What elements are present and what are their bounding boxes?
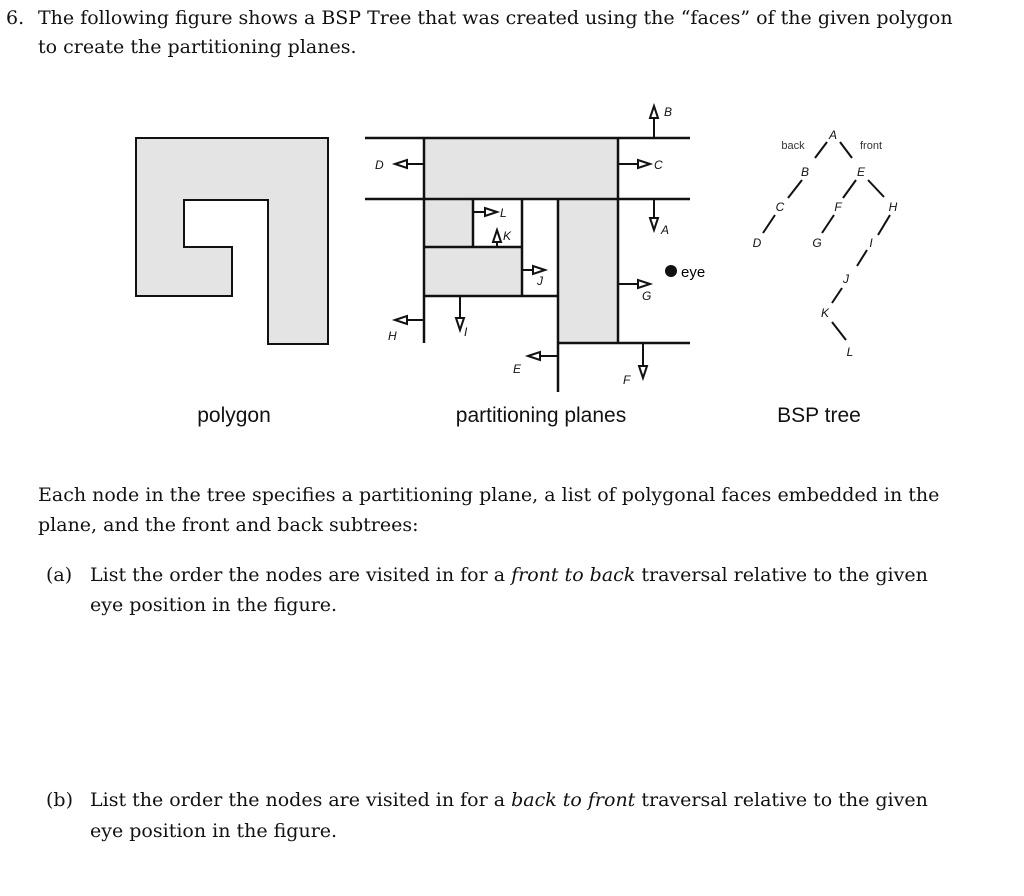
question-text-line2: to create the partitioning planes. — [38, 36, 357, 58]
body-text-line2: plane, and the front and back subtrees: — [38, 514, 419, 536]
tree-node: E — [856, 165, 866, 179]
caption-tree: BSP tree — [777, 404, 861, 427]
svg-text:I: I — [464, 325, 468, 339]
svg-text:E: E — [513, 362, 522, 376]
partitioning-planes — [365, 138, 690, 392]
part-b-text-line2: eye position in the figure. — [90, 820, 338, 842]
part-a-text-line2: eye position in the figure. — [90, 594, 338, 616]
svg-text:K: K — [503, 229, 512, 243]
eye-marker — [665, 265, 677, 277]
svg-text:D: D — [375, 158, 384, 172]
caption-polygon: polygon — [197, 404, 271, 427]
svg-text:L: L — [500, 206, 507, 220]
eye-label: eye — [681, 264, 706, 281]
part-b-text: List the order the nodes are visited in for a back to front traversal relative to the given — [90, 789, 928, 811]
part-b-label: (b) — [46, 789, 73, 811]
tree-node: H — [888, 200, 898, 214]
svg-text:C: C — [654, 158, 663, 172]
polygon-shape — [136, 138, 328, 344]
part-a-label: (a) — [46, 564, 73, 586]
part-a-text: List the order the nodes are visited in for a front to back traversal relative to the given — [90, 564, 928, 586]
tree-back-label: back — [781, 140, 805, 152]
tree-node: A — [828, 128, 838, 142]
svg-text:A: A — [661, 223, 670, 237]
tree-node: I — [869, 236, 873, 250]
tree-node: C — [775, 200, 785, 214]
svg-text:H: H — [388, 329, 397, 343]
tree-node: L — [846, 345, 854, 359]
tree-node: F — [834, 200, 842, 214]
question-text-line1: The following figure shows a BSP Tree that was created using the “faces” of the given polygon — [38, 7, 953, 29]
question-number: 6. — [6, 7, 25, 29]
tree-node: B — [800, 165, 810, 179]
tree-front-label: front — [859, 140, 883, 152]
body-text-line1: Each node in the tree specifies a partitioning plane, a list of polygonal faces embedded in the — [38, 484, 940, 506]
tree-node: J — [843, 272, 849, 286]
tree-node: G — [812, 236, 822, 250]
caption-planes: partitioning planes — [455, 404, 627, 427]
bsp-tree-nodes — [753, 128, 898, 359]
svg-text:B: B — [664, 105, 673, 119]
svg-text:G: G — [642, 289, 652, 303]
tree-node: D — [752, 236, 762, 250]
svg-text:F: F — [623, 373, 631, 387]
tree-node: K — [820, 306, 830, 320]
svg-text:J: J — [537, 274, 543, 288]
